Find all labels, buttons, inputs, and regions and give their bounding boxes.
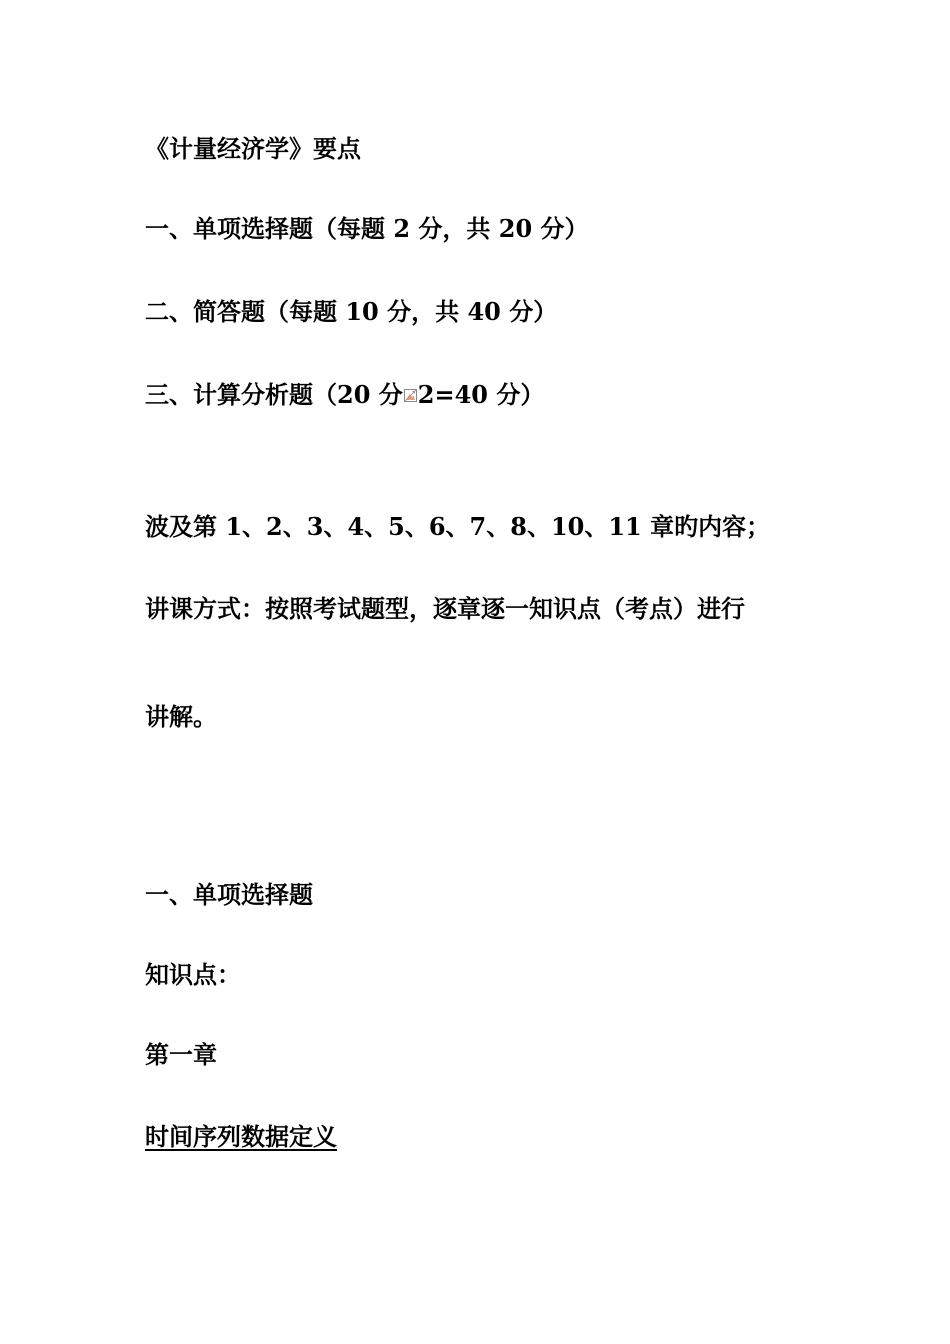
- section-item-calculation-text-a: 三、计算分析题（20 分: [145, 380, 403, 409]
- section-item-single-choice: 一、单项选择题（每题 2 分，共 20 分）: [145, 214, 589, 243]
- teaching-method-line-2: 讲解。: [145, 702, 217, 731]
- scope-text: 波及第 1、2、3、4、5、6、7、8、10、11 章旳内容；: [145, 512, 771, 541]
- teaching-method-line-1: 讲课方式：按照考试题型，逐章逐一知识点（考点）进行: [145, 594, 745, 623]
- section-item-calculation: [145, 380, 544, 410]
- chapter-heading: 第一章: [145, 1040, 217, 1069]
- document-title: 《计量经济学》要点: [145, 134, 361, 163]
- section-item-calculation-text-b: 2=40 分）: [417, 380, 545, 409]
- knowledge-points-label: 知识点：: [145, 960, 241, 989]
- section-item-short-answer: 二、简答题（每题 10 分，共 40 分）: [145, 297, 558, 326]
- broken-image-icon: [404, 389, 417, 402]
- part-heading-single-choice: 一、单项选择题: [145, 880, 313, 909]
- topic-link-time-series[interactable]: 时间序列数据定义: [145, 1122, 337, 1151]
